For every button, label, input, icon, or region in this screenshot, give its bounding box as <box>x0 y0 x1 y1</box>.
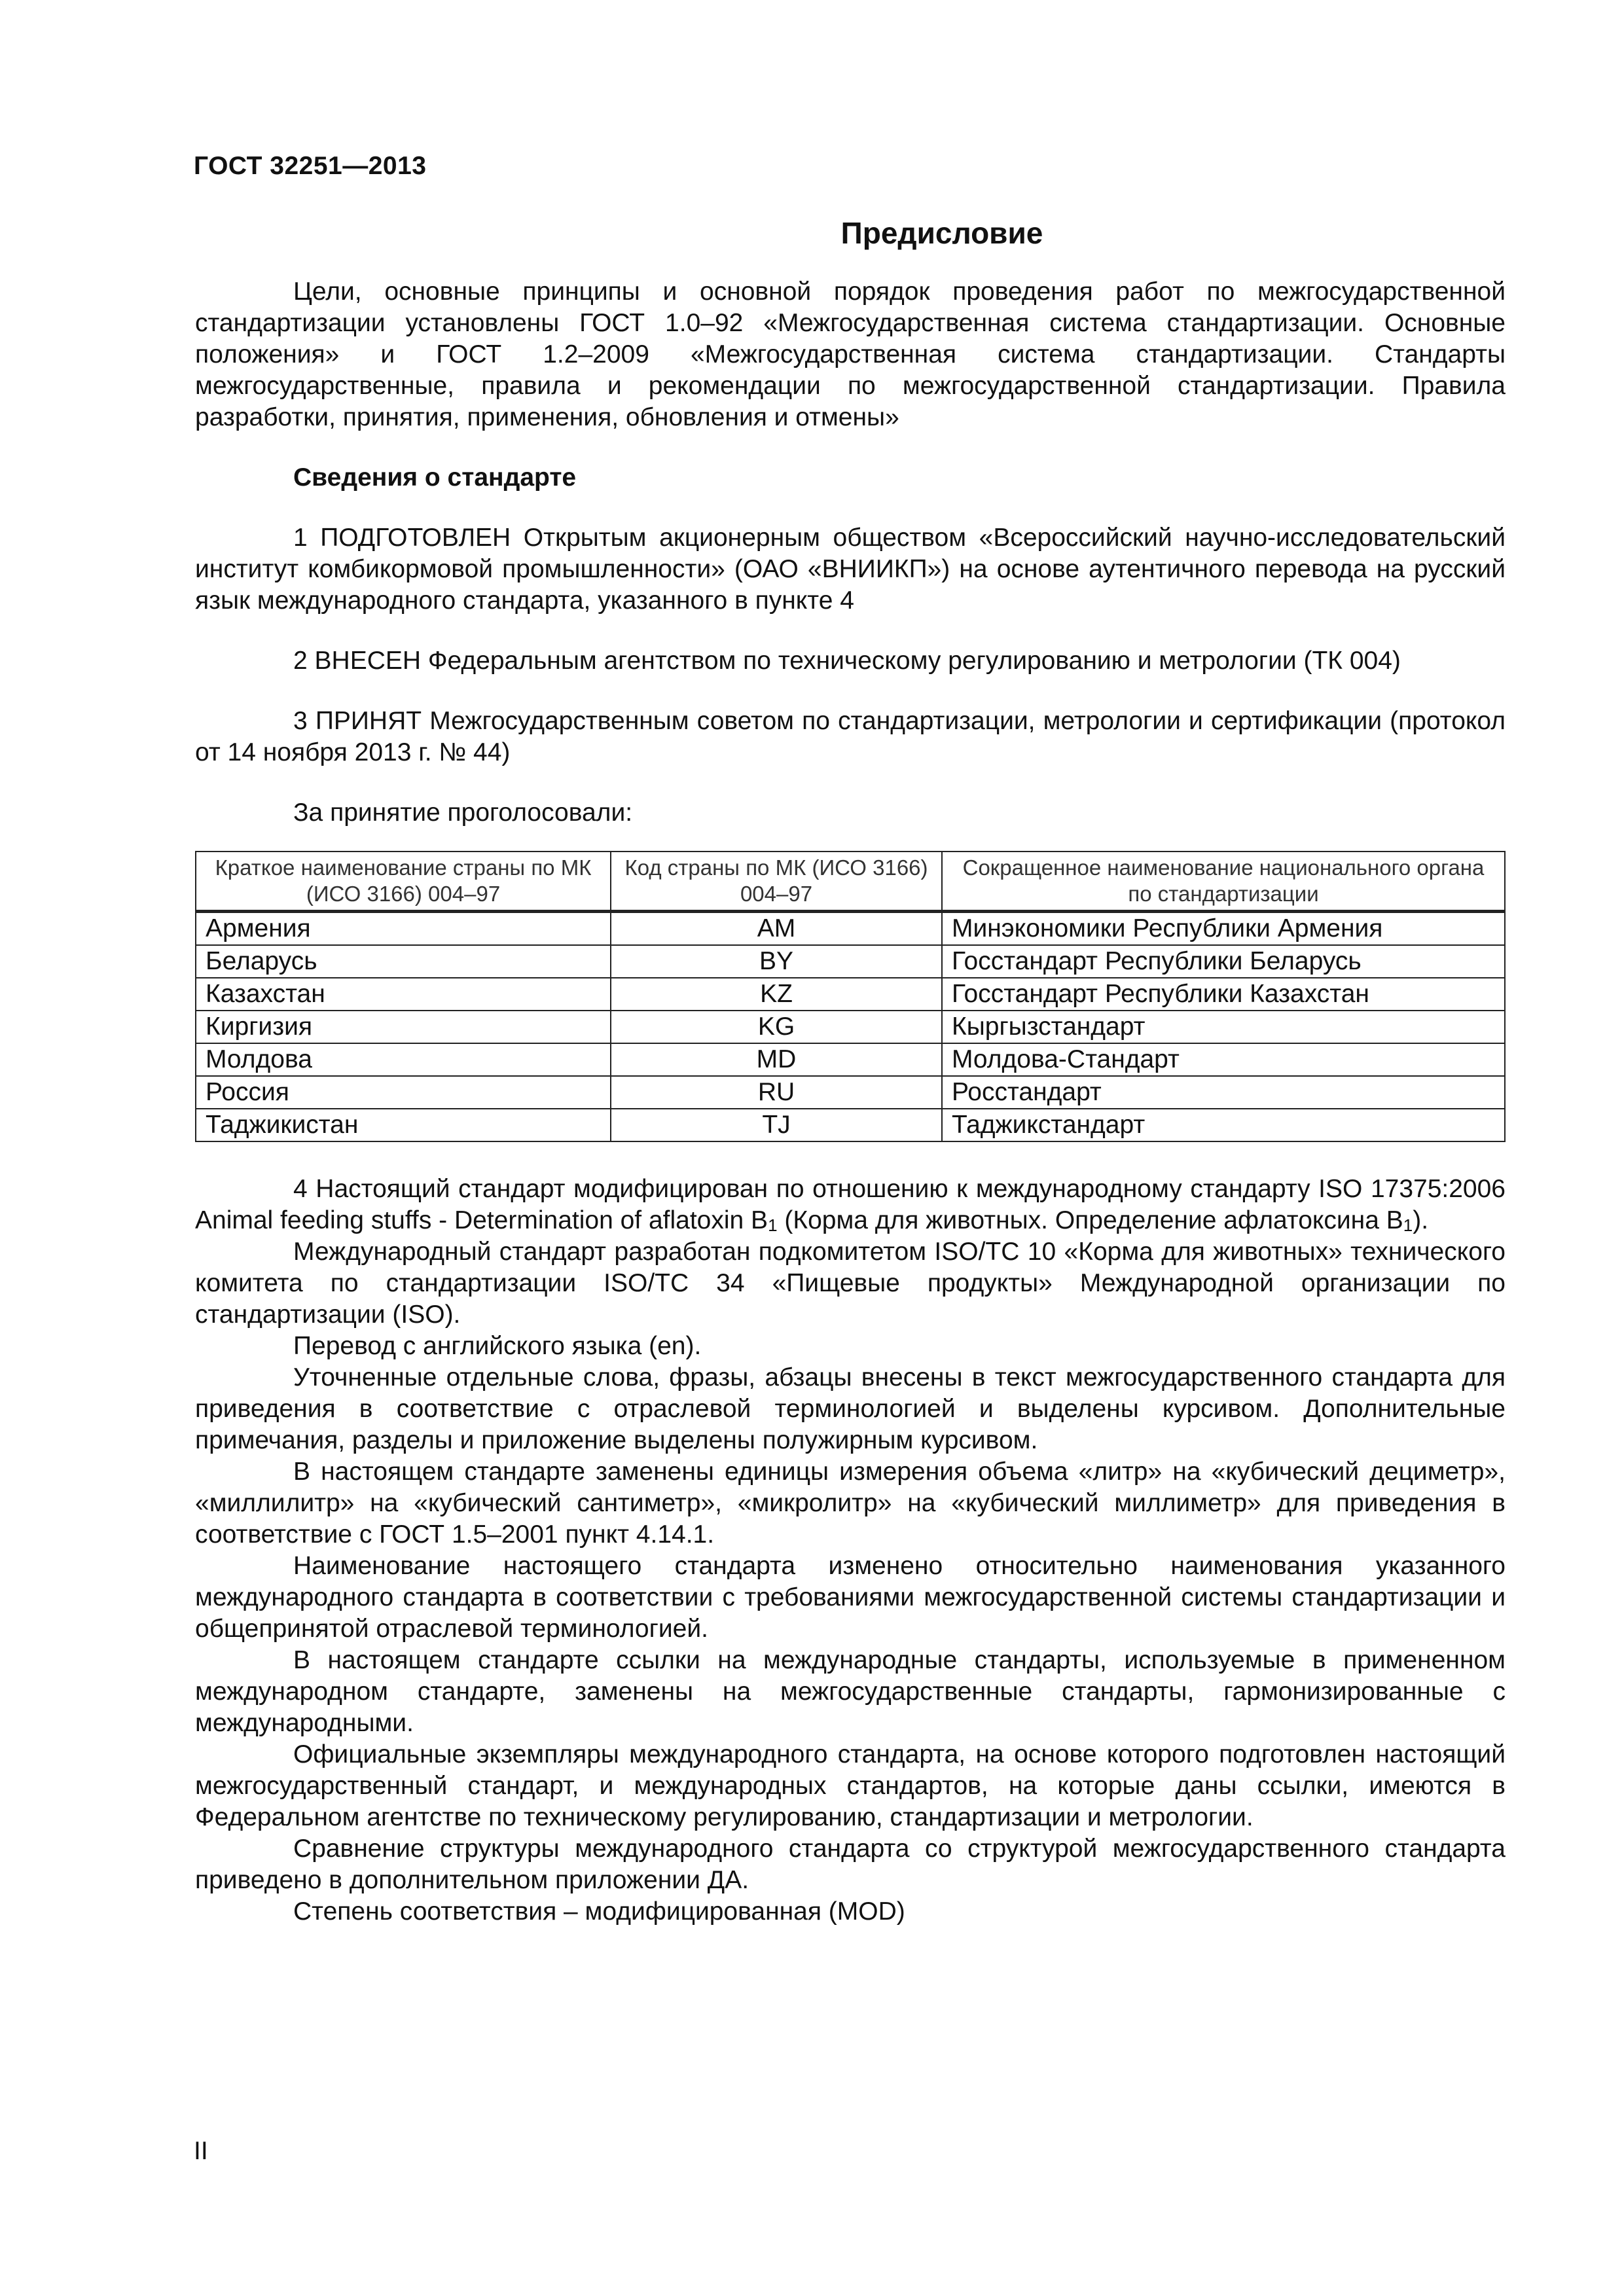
item-4-paragraph <box>195 1174 1506 1236</box>
body-cell: Госстандарт Республики Беларусь <box>942 945 1505 978</box>
item-1-paragraph: 1 ПОДГОТОВЛЕН Открытым акционерным обществом «Всероссийский научно-исследовательский институт комбикормовой промышленности» (ОАО «ВНИИКП») на основе аутентичного перевода на русский язык международного стандарта, указанного в пункте 4 <box>195 524 1506 615</box>
intro-paragraph: Цели, основные принципы и основной порядок проведения работ по межгосударственной стандартизации установлены ГОСТ 1.0–92 «Межгосударственная система стандартизации. Основные положения» и ГОСТ 1.2–2009 «Межгосударственная система стандартизации. Стандарты межгосударственные, правила и рекомендации по межгосударственной стандартизации. Правила разработки, принятия, применения, обновления и отмены» <box>195 278 1506 431</box>
body-cell: Таджикстандарт <box>942 1109 1505 1141</box>
paragraph-references-replaced: В настоящем стандарте ссылки на международные стандарты, используемые в примененном международном стандарте, заменены на межгосударственные стандарты, гармонизированные с международными. <box>195 1646 1506 1737</box>
country-cell: Беларусь <box>196 945 611 978</box>
section-heading: Сведения о стандарте <box>293 463 577 492</box>
vote-label: За принятие проголосовали: <box>293 798 633 827</box>
body-cell: Кыргызстандарт <box>942 1011 1505 1043</box>
country-cell: Казахстан <box>196 978 611 1011</box>
code-cell: BY <box>611 945 942 978</box>
column-header-country: Краткое наименование страны по МК (ИСО 3166) 004–97 <box>196 852 611 912</box>
table-row <box>196 978 1505 1011</box>
paragraph-structure-comparison: Сравнение структуры международного стандарта со структурой межгосударственного стандарта приведено в дополнительном приложении ДА. <box>195 1835 1506 1894</box>
column-header-code: Код страны по МК (ИСО 3166) 004–97 <box>611 852 942 912</box>
code-cell: KZ <box>611 978 942 1011</box>
code-cell: KG <box>611 1011 942 1043</box>
paragraph-title-changed: Наименование настоящего стандарта изменено относительно наименования указанного международного стандарта в соответствии с требованиями межгосударственной системы стандартизации и общепринятой отраслевой терминологией. <box>195 1552 1506 1643</box>
code-cell: RU <box>611 1076 942 1109</box>
paragraph-units-replaced: В настоящем стандарте заменены единицы измерения объема «литр» на «кубический дециметр», «миллилитр» на «кубический сантиметр», «микролитр» на «кубический миллиметр» для приведения в соответствие с ГОСТ 1.5–2001 пункт 4.14.1. <box>195 1458 1506 1549</box>
table-row <box>196 912 1505 946</box>
item-4-text-part2: (Корма для животных. Определение афлатоксина B <box>777 1206 1403 1234</box>
subscript-1: 1 <box>768 1215 778 1235</box>
country-cell: Киргизия <box>196 1011 611 1043</box>
country-cell: Армения <box>196 912 611 946</box>
subscript-2: 1 <box>1403 1215 1413 1235</box>
table-row <box>196 1011 1505 1043</box>
country-cell: Таджикистан <box>196 1109 611 1141</box>
table-row <box>196 945 1505 978</box>
code-cell: MD <box>611 1043 942 1076</box>
item-4-text-part1: 4 Настоящий стандарт модифицирован по отношению к международному стандарту ISO 17375:2006 Animal feeding stuffs - Determination of aflatoxin B <box>195 1175 1506 1234</box>
paragraph-conformity-degree: Степень соответствия – модифицированная (MOD) <box>293 1897 905 1926</box>
voting-table <box>195 851 1506 1142</box>
code-cell: AM <box>611 912 942 946</box>
item-3-paragraph: 3 ПРИНЯТ Межгосударственным советом по стандартизации, метрологии и сертификации (протокол от 14 ноября 2013 г. № 44) <box>195 707 1506 766</box>
code-cell: TJ <box>611 1109 942 1141</box>
paragraph-translation: Перевод с английского языка (en). <box>293 1332 702 1360</box>
standard-code-header: ГОСТ 32251—2013 <box>194 152 427 180</box>
country-cell: Россия <box>196 1076 611 1109</box>
paragraph-clarified-words: Уточненные отдельные слова, фразы, абзацы внесены в текст межгосударственного стандарта для приведения в соответствие с отраслевой терминологией и выделены курсивом. Дополнительные примечания, разделы и приложение выделены полужирным курсивом. <box>195 1363 1506 1454</box>
page-title: Предисловие <box>840 216 1043 250</box>
document-body <box>195 209 1506 1928</box>
item-2-paragraph: 2 ВНЕСЕН Федеральным агентством по техническому регулированию и метрологии (ТК 004) <box>293 647 1401 675</box>
body-cell: Росстандарт <box>942 1076 1505 1109</box>
table-row <box>196 1076 1505 1109</box>
body-cell: Госстандарт Республики Казахстан <box>942 978 1505 1011</box>
column-header-body: Сокращенное наименование национального органа по стандартизации <box>942 852 1505 912</box>
body-cell: Молдова-Стандарт <box>942 1043 1505 1076</box>
body-cell: Минэкономики Республики Армения <box>942 912 1505 946</box>
paragraph-iso-committee: Международный стандарт разработан подкомитетом ISO/TC 10 «Корма для животных» технического комитета по стандартизации ISO/TC 34 «Пищевые продукты» Международной организации по стандартизации (ISO). <box>195 1238 1506 1329</box>
table-header-row <box>196 852 1505 912</box>
table-row <box>196 1043 1505 1076</box>
item-4-text-part3: ). <box>1413 1206 1429 1234</box>
paragraph-official-copies: Официальные экземпляры международного стандарта, на основе которого подготовлен настоящий межгосударственный стандарт, и международных стандартов, на которые даны ссылки, имеются в Федеральном агентстве по техническому регулированию, стандартизации и метрологии. <box>195 1740 1506 1831</box>
table-row <box>196 1109 1505 1141</box>
page-number: II <box>194 2137 208 2165</box>
country-cell: Молдова <box>196 1043 611 1076</box>
